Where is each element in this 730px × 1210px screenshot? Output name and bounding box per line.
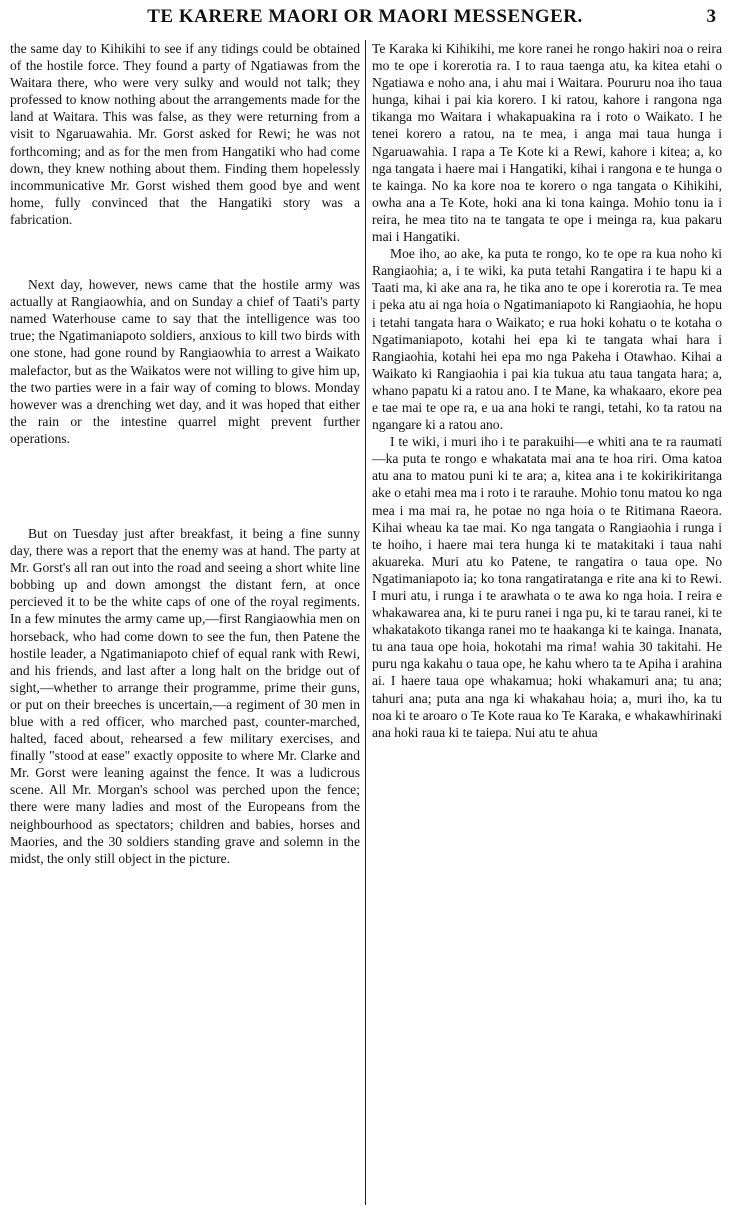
page-header bbox=[0, 6, 730, 32]
maori-paragraph-3: I te wiki, i muri iho i te parakuihi—e whiti ana te ra raumati—ka puta te rongo e whakatata mai ana te hoa riri. Oma katoa atu ana to matou puni ki te ara; a, kitea ana i te kokirikiritanga ake o etahi mea ma i roto i te rarauhe. Mohio tonu matou ko nga mea i ma mai ra, he potae no nga hoia o te Ritimana Raeora. Kihai wheau ka tae mai. Ko nga tangata o Rangiaohia i runga i te hoiho, i haere mai tera hunga ki te matakitaki i taua nahi akuareka. Muri atu ko Patene, te rangatira o taua ope. No Ngatimaniapoto ia; ko tona rangatiratanga e rite ana ki to Rewi. I muri atu, i runga i te arawhata o te awa ko nga hoia. I reira e whakawarea ana, ki te puru ranei i nga pu, ki te tarau ranei, ki te whakatakoto tikanga ranei mo te haakanga ki te kainga. Inanata, tu ana taua ope hoia, hokotahi ma rima! wahia 30 takitahi. He puru nga kakahu o taua ope, he kahu whero ta te Apiha i arahina ai. I haere taua ope whakamua; hoki whakamuri ana; tu ana; tahuri ana; puta ana nga ki whakahau hoia; a, muri iho, ka tu noa ki te aroaro o Te Kote raua ko Te Karaka, e whakawhirinaki ana hoki raua ki te taiepa. Nui atu te ahua bbox=[372, 434, 722, 740]
english-paragraph-3: But on Tuesday just after breakfast, it being a fine sunny day, there was a report that the enemy was at hand. The party at Mr. Gorst's all ran out into the road and seeing a short white line bobbing up and down amongst the distant fern, at once percieved it to be the white caps of one of the royal regiments. In a few minutes the army came up,—first Rangiaowhia men on horseback, who had come down to see the fun, then Patene the hostile leader, a Ngatimaniapoto chief of equal rank with Rewi, and his friends, and last after a long halt on the bridge out of sight,—whether to arrange their programme, prime their guns, or put on their breeches is uncertain,—a regiment of 30 men in blue with a red officer, who marched past, counter-marched, halted, faced about, rehearsed a few military exercises, and finally "stood at ease" exactly opposite to where Mr. Clarke and Mr. Gorst were leaning against the fence. It was a ludicrous scene. All Mr. Morgan's school was perched upon the fence; there were many ladies and most of the Europeans from the neighbourhood as spectators; children and babies, horses and Maories, and the 30 soldiers standing grave and solemn in the midst, the only still object in the picture. bbox=[10, 525, 360, 866]
column-divider bbox=[365, 40, 366, 1205]
english-paragraph-1: the same day to Kihikihi to see if any tidings could be obtained of the hostile force. They found a party of Ngatiawas from the Waitara there, who were very sulky and would not talk; they professed to know nothing about the arrangements made for the land at Waitara. This was false, as they were returning from a visit to Ngaruawahia. Mr. Gorst asked for Rewi; he was not forthcoming; and as for the men from Hangatiki who had come down, they knew nothing about them. Finding them hopelessly incommunicative Mr. Gorst wished them good bye and went home, fully convinced that the Hangatiki story was a fabrication. bbox=[10, 41, 360, 227]
page-number: 3 bbox=[706, 6, 716, 27]
english-column bbox=[10, 40, 360, 1205]
english-paragraph-2: Next day, however, news came that the hostile army was actually at Rangiaowhia, and on Sunday a chief of Taati's party named Waterhouse came to say that the intelligence was too true; the Ngatimaniapoto soldiers, anxious to kill two birds with one stone, had gone round by Rangiaowhia to arrest a Waikato malefactor, but as the Waikatos were not willing to give him up, the two parties were in a fair way of coming to blows. Monday however was a drenching wet day, and it was hoped that either the rain or the intestine quarrel might prevent further operations. bbox=[10, 277, 360, 446]
maori-column bbox=[372, 40, 722, 1205]
maori-paragraph-2: Moe iho, ao ake, ka puta te rongo, ko te ope ra kua noho ki Rangiaohia; a, i te wiki, ka puta tetahi Rangatira i te hapu ki a Taati ma, ki ake ana ra, he tika ano te ope i korerotia ra. Te mea i peka atu ai nga hoia o Ngatimaniapoto ki Rangiaohia, he hopu i tetahi tangata hara o Waikato; e rua hoki kohatu o te kotaha o Ngatimaniapoto, kotahi hei epa ki te tangata whai hara i Rangiaohia, kotahi hei epa mo nga Pakeha i Otawhao. Kihai a Waikato ki Rangiaohia i pai kia tukua atu taua tangata hara; a, whano papatu ki a ratou ano. I te Mane, ka whakaaro, ekore pea e tae mai te ope ra, e ua ana hoki te rangi, tetahi, ko ta ratou na ngangare ki a ratou ano. bbox=[372, 246, 722, 433]
newspaper-title: TE KARERE MAORI OR MAORI MESSENGER. bbox=[147, 6, 583, 27]
maori-paragraph-1: Te Karaka ki Kihikihi, me kore ranei he rongo hakiri noa o reira mo te ope i korerotia ra. I to raua taenga atu, ka kitea etahi o Ngatiawa e noho ana, i ahu mai i Waitara. Poururu noa iho taua hunga, kihai i pai kia korero. I ki ratou, kahore i rangona nga tikanga mo Waitara i whakapuakina ra i roto o Waikato. I he tenei korero a ratou, na te mea, i anga mai taua hunga i Ngaruawahia. I rapa a Te Kote ki a Rewi, kahore i kitea; a, ko nga tangata i haere mai i Hangatiki, kihai i rangona e te hunga o te kainga. No ka kore noa te korero o nga tangata o Kihikihi, owha ana a Te Kote, hoki ana ki tona kainga. Mohio tonu ia i reira, he mea tito na te tangata te ope i meinga ra, kua pakaru mai i Hangatiki. bbox=[372, 41, 722, 245]
